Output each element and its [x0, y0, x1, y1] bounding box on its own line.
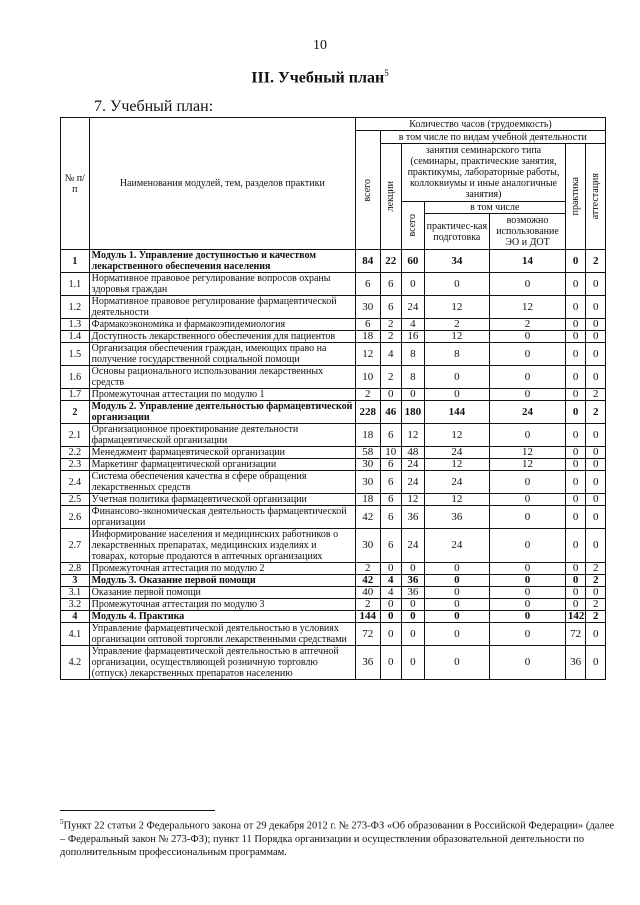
table-row	[61, 366, 606, 389]
row-total: 18	[355, 331, 380, 343]
row-name: Учетная политика фармацевтической организации	[89, 494, 355, 506]
row-seminar-total: 24	[402, 471, 425, 494]
row-total: 42	[355, 575, 380, 587]
row-lectures: 0	[380, 563, 402, 575]
row-total: 18	[355, 424, 380, 447]
row-eo-dot: 2	[490, 319, 566, 331]
row-practical-training: 24	[424, 529, 490, 563]
row-attestation: 0	[586, 424, 606, 447]
row-name: Управление фармацевтической деятельностью в условиях организации оптовой торговли лекарственными средствами	[89, 623, 355, 646]
row-lectures: 4	[380, 587, 402, 599]
row-attestation: 0	[586, 366, 606, 389]
row-seminar-total: 36	[402, 575, 425, 587]
row-lectures: 46	[380, 401, 402, 424]
table-row	[61, 646, 606, 680]
row-name: Маркетинг фармацевтической организации	[89, 459, 355, 471]
row-eo-dot: 0	[490, 331, 566, 343]
module-row	[61, 250, 606, 273]
row-practical-training: 0	[424, 623, 490, 646]
table-row	[61, 296, 606, 319]
table-row	[61, 331, 606, 343]
row-number: 2.2	[61, 447, 90, 459]
curriculum-table	[60, 117, 606, 680]
row-name: Основы рационального использования лекарственных средств	[89, 366, 355, 389]
section-title-text: III. Учебный план	[251, 69, 385, 87]
row-number: 1	[61, 250, 90, 273]
footnote-text: Пункт 22 статьи 2 Федерального закона от 29 декабря 2012 г. № 273-ФЗ «Об образовании в Российской Федерации» (далее – Федеральный закон № 273-ФЗ); пункт 11 Порядка организации и осуществления образовательной деятельности по дополнительным профессиональным программам.	[60, 820, 615, 858]
row-number: 1.4	[61, 331, 90, 343]
row-lectures: 6	[380, 494, 402, 506]
header-practice: практика	[570, 177, 582, 216]
row-practice: 0	[565, 563, 585, 575]
row-eo-dot: 14	[490, 250, 566, 273]
row-lectures: 0	[380, 611, 402, 623]
module-row	[61, 401, 606, 424]
row-lectures: 10	[380, 447, 402, 459]
row-practice: 0	[565, 343, 585, 366]
row-practice: 0	[565, 424, 585, 447]
table-header	[61, 118, 606, 250]
row-practical-training: 8	[424, 343, 490, 366]
row-number: 2	[61, 401, 90, 424]
row-seminar-total: 48	[402, 447, 425, 459]
row-number: 2.5	[61, 494, 90, 506]
row-eo-dot: 0	[490, 646, 566, 680]
row-lectures: 6	[380, 529, 402, 563]
row-name: Доступность лекарственного обеспечения для пациентов	[89, 331, 355, 343]
header-total: всего	[362, 178, 374, 202]
row-eo-dot: 0	[490, 563, 566, 575]
row-practice: 0	[565, 250, 585, 273]
row-practical-training: 12	[424, 494, 490, 506]
table-row	[61, 506, 606, 529]
row-eo-dot: 0	[490, 471, 566, 494]
footnote-reference: 5	[384, 68, 389, 78]
row-total: 30	[355, 459, 380, 471]
header-seminar: занятия семинарского типа (семинары, практические занятия, практикумы, лабораторные работы, коллоквиумы и иные аналогичные занятия)	[402, 144, 566, 202]
row-total: 42	[355, 506, 380, 529]
row-number: 4.2	[61, 646, 90, 680]
row-number: 2.7	[61, 529, 90, 563]
table-row	[61, 623, 606, 646]
row-practical-training: 0	[424, 575, 490, 587]
row-number: 3.2	[61, 599, 90, 611]
row-lectures: 6	[380, 296, 402, 319]
row-eo-dot: 0	[490, 623, 566, 646]
header-by-type: в том числе по видам учебной деятельности	[380, 131, 605, 144]
row-attestation: 2	[586, 611, 606, 623]
row-practice: 0	[565, 599, 585, 611]
row-practice: 0	[565, 401, 585, 424]
row-seminar-total: 24	[402, 296, 425, 319]
row-attestation: 0	[586, 331, 606, 343]
row-number: 1.1	[61, 273, 90, 296]
row-lectures: 0	[380, 646, 402, 680]
row-practical-training: 0	[424, 599, 490, 611]
row-practice: 0	[565, 331, 585, 343]
row-total: 2	[355, 389, 380, 401]
row-seminar-total: 0	[402, 273, 425, 296]
row-eo-dot: 0	[490, 599, 566, 611]
row-total: 6	[355, 319, 380, 331]
row-eo-dot: 0	[490, 506, 566, 529]
row-seminar-total: 0	[402, 563, 425, 575]
table-row	[61, 389, 606, 401]
footnote	[60, 816, 620, 859]
row-practice: 0	[565, 587, 585, 599]
row-eo-dot: 0	[490, 389, 566, 401]
header-lectures: лекции	[385, 181, 397, 212]
row-lectures: 4	[380, 343, 402, 366]
row-number: 2.1	[61, 424, 90, 447]
row-seminar-total: 60	[402, 250, 425, 273]
row-name: Нормативное правовое регулирование фармацевтической деятельности	[89, 296, 355, 319]
row-name: Система обеспечения качества в сфере обращения лекарственных средств	[89, 471, 355, 494]
row-attestation: 2	[586, 575, 606, 587]
row-lectures: 2	[380, 331, 402, 343]
row-attestation: 0	[586, 471, 606, 494]
row-practice: 0	[565, 319, 585, 331]
row-practice: 0	[565, 389, 585, 401]
row-number: 3.1	[61, 587, 90, 599]
table-body	[61, 250, 606, 680]
row-practical-training: 12	[424, 459, 490, 471]
row-lectures: 2	[380, 319, 402, 331]
row-eo-dot: 0	[490, 575, 566, 587]
header-eo-dot: возможно использование ЭО и ДОТ	[490, 214, 566, 250]
row-practice: 0	[565, 459, 585, 471]
row-name: Промежуточная аттестация по модулю 1	[89, 389, 355, 401]
row-seminar-total: 8	[402, 366, 425, 389]
row-practical-training: 34	[424, 250, 490, 273]
row-name: Модуль 1. Управление доступностью и качеством лекарственного обеспечения населения	[89, 250, 355, 273]
row-practice: 0	[565, 506, 585, 529]
row-practice: 0	[565, 471, 585, 494]
table-row	[61, 494, 606, 506]
row-number: 1.3	[61, 319, 90, 331]
row-total: 36	[355, 646, 380, 680]
row-total: 72	[355, 623, 380, 646]
row-total: 2	[355, 563, 380, 575]
row-attestation: 0	[586, 506, 606, 529]
row-total: 144	[355, 611, 380, 623]
table-row	[61, 529, 606, 563]
row-seminar-total: 36	[402, 587, 425, 599]
row-name: Финансово-экономическая деятельность фармацевтической организации	[89, 506, 355, 529]
row-practice: 72	[565, 623, 585, 646]
module-row	[61, 575, 606, 587]
row-eo-dot: 0	[490, 587, 566, 599]
row-seminar-total: 0	[402, 623, 425, 646]
table-row	[61, 459, 606, 471]
row-eo-dot: 0	[490, 494, 566, 506]
row-lectures: 6	[380, 273, 402, 296]
row-name: Менеджмент фармацевтической организации	[89, 447, 355, 459]
row-lectures: 6	[380, 506, 402, 529]
page-number: 10	[313, 38, 327, 53]
row-total: 30	[355, 296, 380, 319]
row-lectures: 4	[380, 575, 402, 587]
row-name: Модуль 3. Оказание первой помощи	[89, 575, 355, 587]
row-eo-dot: 12	[490, 296, 566, 319]
footnote-mark: 5	[60, 818, 64, 826]
subtitle: 7. Учебный план:	[94, 98, 214, 115]
row-eo-dot: 24	[490, 401, 566, 424]
header-practical-training: практичес-кая подготовка	[424, 214, 490, 250]
row-eo-dot: 0	[490, 343, 566, 366]
row-name: Организационное проектирование деятельности фармацевтической организации	[89, 424, 355, 447]
row-total: 6	[355, 273, 380, 296]
row-practical-training: 0	[424, 611, 490, 623]
row-practical-training: 0	[424, 646, 490, 680]
row-attestation: 0	[586, 343, 606, 366]
row-name: Модуль 2. Управление деятельностью фармацевтической организации	[89, 401, 355, 424]
row-practical-training: 24	[424, 447, 490, 459]
row-seminar-total: 180	[402, 401, 425, 424]
row-name: Нормативное правовое регулирование вопросов охраны здоровья граждан	[89, 273, 355, 296]
row-lectures: 0	[380, 389, 402, 401]
row-eo-dot: 12	[490, 447, 566, 459]
table-row	[61, 447, 606, 459]
header-seminar-total: всего	[407, 214, 419, 237]
table-row	[61, 599, 606, 611]
row-attestation: 0	[586, 646, 606, 680]
row-lectures: 2	[380, 366, 402, 389]
module-row	[61, 611, 606, 623]
row-practical-training: 0	[424, 587, 490, 599]
row-practice: 0	[565, 366, 585, 389]
row-total: 12	[355, 343, 380, 366]
row-name: Информирование населения и медицинских работников о лекарственных препаратах, медицинских изделиях и товарах, которые продаются в аптечных организациях	[89, 529, 355, 563]
row-seminar-total: 36	[402, 506, 425, 529]
row-number: 4	[61, 611, 90, 623]
row-eo-dot: 0	[490, 273, 566, 296]
row-practical-training: 12	[424, 331, 490, 343]
row-name: Управление фармацевтической деятельностью в аптечной организации, осуществляющей розничную торговлю (отпуск) лекарственных препаратов населению	[89, 646, 355, 680]
row-seminar-total: 24	[402, 529, 425, 563]
row-number: 3	[61, 575, 90, 587]
row-total: 58	[355, 447, 380, 459]
row-seminar-total: 0	[402, 599, 425, 611]
row-name: Промежуточная аттестация по модулю 3	[89, 599, 355, 611]
row-number: 2.6	[61, 506, 90, 529]
row-number: 1.5	[61, 343, 90, 366]
row-practical-training: 144	[424, 401, 490, 424]
row-practical-training: 0	[424, 389, 490, 401]
row-number: 2.3	[61, 459, 90, 471]
row-practice: 142	[565, 611, 585, 623]
row-attestation: 2	[586, 563, 606, 575]
row-number: 1.6	[61, 366, 90, 389]
header-attestation-cell	[586, 144, 606, 250]
footnote-divider	[60, 810, 215, 811]
row-attestation: 0	[586, 319, 606, 331]
row-seminar-total: 0	[402, 646, 425, 680]
row-attestation: 0	[586, 529, 606, 563]
row-seminar-total: 8	[402, 343, 425, 366]
row-total: 18	[355, 494, 380, 506]
row-lectures: 6	[380, 424, 402, 447]
table-row	[61, 273, 606, 296]
row-total: 30	[355, 529, 380, 563]
table-row	[61, 424, 606, 447]
row-attestation: 0	[586, 273, 606, 296]
row-lectures: 22	[380, 250, 402, 273]
header-attestation: аттестация	[590, 173, 602, 220]
row-attestation: 0	[586, 623, 606, 646]
row-practice: 0	[565, 447, 585, 459]
row-total: 228	[355, 401, 380, 424]
row-lectures: 0	[380, 599, 402, 611]
row-name: Оказание первой помощи	[89, 587, 355, 599]
row-seminar-total: 0	[402, 611, 425, 623]
row-eo-dot: 0	[490, 529, 566, 563]
row-seminar-total: 0	[402, 389, 425, 401]
row-seminar-total: 4	[402, 319, 425, 331]
row-seminar-total: 16	[402, 331, 425, 343]
row-name: Промежуточная аттестация по модулю 2	[89, 563, 355, 575]
row-seminar-total: 12	[402, 424, 425, 447]
table-row	[61, 587, 606, 599]
row-practical-training: 2	[424, 319, 490, 331]
row-number: 1.7	[61, 389, 90, 401]
row-number: 1.2	[61, 296, 90, 319]
row-name: Организация обеспечения граждан, имеющих право на получение государственной социальной помощи	[89, 343, 355, 366]
header-hours: Количество часов (трудоемкость)	[355, 118, 605, 131]
row-practical-training: 0	[424, 366, 490, 389]
row-lectures: 6	[380, 459, 402, 471]
row-practical-training: 36	[424, 506, 490, 529]
row-lectures: 6	[380, 471, 402, 494]
row-practical-training: 0	[424, 273, 490, 296]
row-eo-dot: 0	[490, 611, 566, 623]
section-title	[0, 68, 640, 87]
header-num: № п/п	[61, 118, 90, 250]
row-practical-training: 24	[424, 471, 490, 494]
row-number: 2.4	[61, 471, 90, 494]
header-name: Наименования модулей, тем, разделов практики	[89, 118, 355, 250]
row-attestation: 0	[586, 494, 606, 506]
header-lectures-cell	[380, 144, 402, 250]
row-total: 10	[355, 366, 380, 389]
row-number: 2.8	[61, 563, 90, 575]
row-lectures: 0	[380, 623, 402, 646]
row-eo-dot: 12	[490, 459, 566, 471]
row-total: 2	[355, 599, 380, 611]
row-practice: 36	[565, 646, 585, 680]
row-practical-training: 0	[424, 563, 490, 575]
row-eo-dot: 0	[490, 424, 566, 447]
row-total: 84	[355, 250, 380, 273]
row-attestation: 0	[586, 587, 606, 599]
row-seminar-total: 12	[402, 494, 425, 506]
row-number: 4.1	[61, 623, 90, 646]
table-row	[61, 319, 606, 331]
row-practice: 0	[565, 529, 585, 563]
row-attestation: 2	[586, 250, 606, 273]
row-attestation: 2	[586, 599, 606, 611]
row-eo-dot: 0	[490, 366, 566, 389]
table-row	[61, 343, 606, 366]
row-practice: 0	[565, 296, 585, 319]
row-practical-training: 12	[424, 424, 490, 447]
row-practice: 0	[565, 273, 585, 296]
row-practice: 0	[565, 575, 585, 587]
header-total-cell	[355, 131, 380, 250]
header-seminar-total-cell	[402, 202, 425, 250]
row-attestation: 0	[586, 296, 606, 319]
row-name: Модуль 4. Практика	[89, 611, 355, 623]
header-including: в том числе	[424, 202, 565, 214]
table-row	[61, 563, 606, 575]
row-practice: 0	[565, 494, 585, 506]
row-practical-training: 12	[424, 296, 490, 319]
row-name: Фармакоэкономика и фармакоэпидемиология	[89, 319, 355, 331]
row-attestation: 0	[586, 459, 606, 471]
table-row	[61, 471, 606, 494]
row-total: 40	[355, 587, 380, 599]
row-attestation: 2	[586, 401, 606, 424]
row-total: 30	[355, 471, 380, 494]
row-attestation: 2	[586, 389, 606, 401]
row-seminar-total: 24	[402, 459, 425, 471]
row-attestation: 0	[586, 447, 606, 459]
header-practice-cell	[565, 144, 585, 250]
